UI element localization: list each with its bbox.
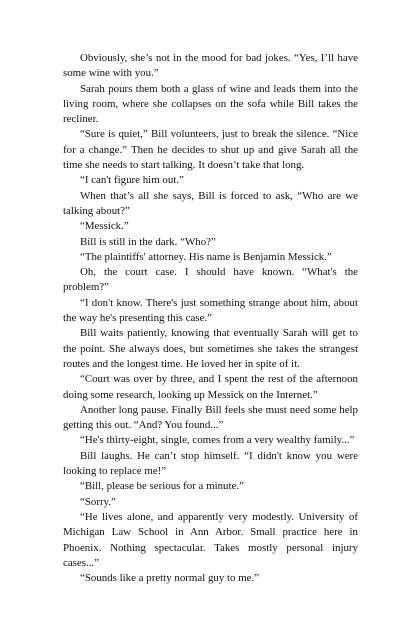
paragraph: “Court was over by three, and I spent the rest of the afternoon doing some research, looking up Messick on the Internet.” <box>63 373 358 401</box>
paragraph: Bill laughs. He can’t stop himself. “I didn't know you were looking to replace me!” <box>63 449 358 478</box>
paragraph: “Sure is quiet,” Bill volunteers, just to break the silence. “Nice for a change.” Then he decides to shut up and give Sarah all the time she needs to start talking. It doesn’t take that long. <box>63 128 358 172</box>
paragraph: Oh, the court case. I should have known. “What's the problem?” <box>63 266 358 294</box>
paragraph: “I don't know. There's just something strange about him, about the way he's presenting this case.” <box>63 296 358 325</box>
paragraph: “Sounds like a pretty normal guy to me.” <box>80 572 260 585</box>
paragraph: “I can't figure him out.” <box>80 174 184 187</box>
paragraph: Bill is still in the dark. “Who?” <box>80 235 216 248</box>
paragraph: “Sorry.” <box>80 495 116 508</box>
paragraph: “Bill, please be serious for a minute.” <box>80 480 244 493</box>
paragraph: “He lives alone, and apparently very modestly. University of Michigan Law School in Ann Arbor. Small practice here in Phoenix. Nothing spectacular. Takes mostly personal injury cases...” <box>63 510 358 569</box>
paragraph: Another long pause. Finally Bill feels she must need some help getting this out. “And? You found...” <box>63 403 358 432</box>
paragraph: Obviously, she’s not in the mood for bad jokes. “Yes, I’ll have some wine with you.” <box>63 52 358 80</box>
paragraph: “He's thirty-eight, single, comes from a very wealthy family...” <box>80 434 355 447</box>
paragraph: “The plaintiffs' attorney. His name is Benjamin Messick.” <box>80 250 332 263</box>
paragraph: Sarah pours them both a glass of wine and leads them into the living room, where she collapses on the sofa while Bill takes the recliner. <box>63 82 358 126</box>
paragraph: “Messick.” <box>80 220 129 233</box>
book-page <box>63 51 358 611</box>
paragraph: Bill waits patiently, knowing that eventually Sarah will get to the point. She always does, but sometimes she takes the strangest routes and the longest time. He loved her in spite of it. <box>63 327 358 370</box>
paragraph: When that’s all she says, Bill is forced to ask, “Who are we talking about?” <box>63 189 358 217</box>
